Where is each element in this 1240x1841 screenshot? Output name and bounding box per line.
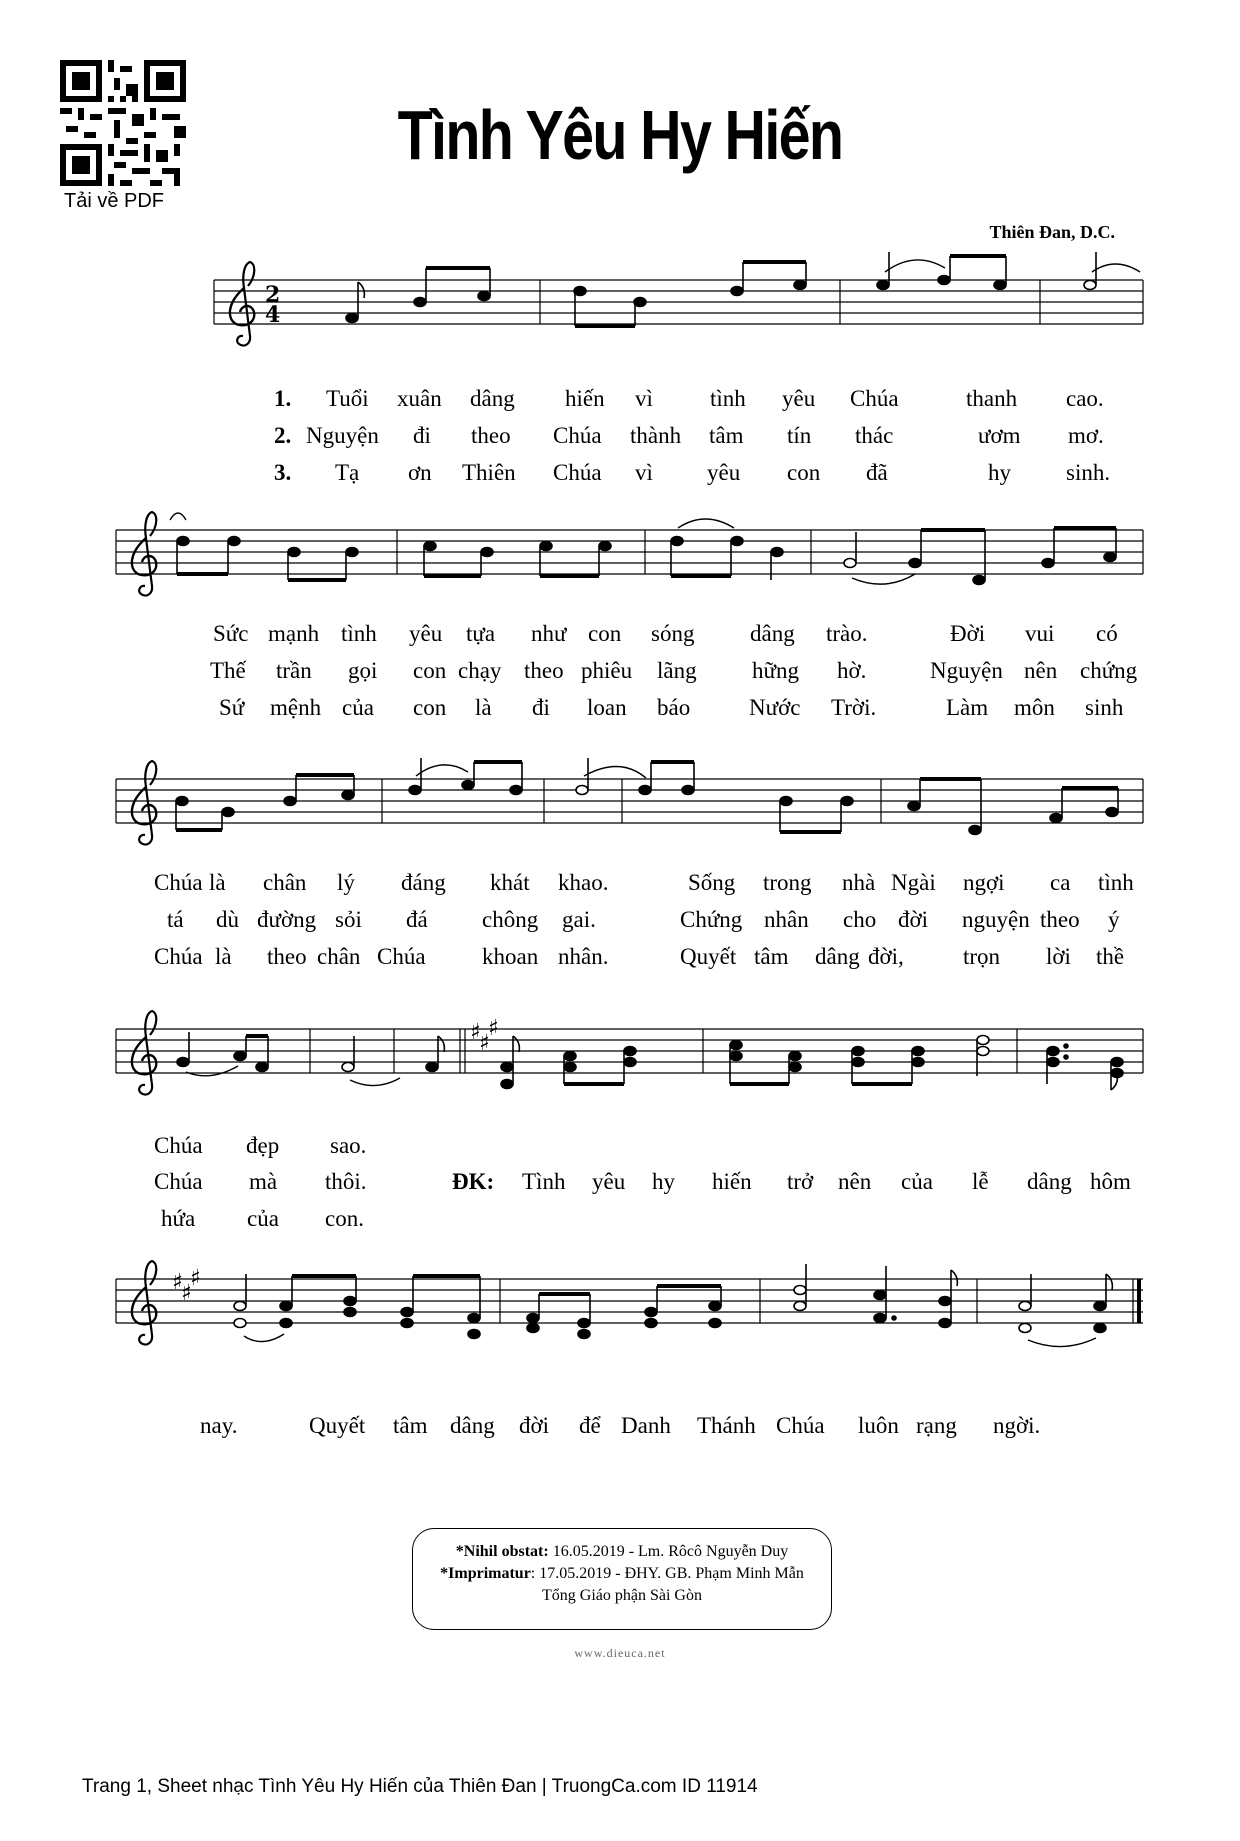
lyric-syllable: thôi. <box>325 1169 367 1194</box>
lyric-syllable: đã <box>866 460 888 485</box>
lyric-syllable: khao. <box>558 870 609 895</box>
lyric-syllable: Chúa <box>154 1133 203 1158</box>
lyrics-s1-verse2 <box>0 423 1240 453</box>
imprimatur-line <box>413 1563 831 1585</box>
lyric-syllable: vì <box>635 386 653 411</box>
lyric-syllable: Tình <box>522 1169 566 1194</box>
lyric-syllable: tín <box>787 423 812 448</box>
lyric-syllable: dâng <box>450 1413 495 1438</box>
lyric-syllable: đi <box>413 423 431 448</box>
lyric-syllable: sóng <box>651 621 695 646</box>
treble-clef <box>132 1261 156 1345</box>
website-link[interactable]: www.dieuca.net <box>574 1646 666 1660</box>
lyric-syllable: hy <box>988 460 1011 485</box>
lyric-syllable: tựa <box>466 621 496 646</box>
lyric-syllable: Thiên <box>462 460 516 485</box>
lyric-syllable: hứa <box>161 1206 196 1231</box>
lyric-syllable: tâm <box>709 423 744 448</box>
lyric-syllable: sao. <box>330 1133 367 1158</box>
notes-system-4 <box>177 1032 1123 1090</box>
lyric-syllable: đời <box>898 907 929 932</box>
lyric-syllable: Chúa <box>154 1169 203 1194</box>
lyric-syllable: sinh. <box>1066 460 1111 485</box>
lyric-syllable: xuân <box>397 386 442 411</box>
lyric-syllable: trào. <box>826 621 868 646</box>
lyric-syllable: Sống <box>688 870 736 895</box>
lyric-syllable: phiêu <box>581 658 633 683</box>
treble-clef <box>132 761 156 845</box>
imprimatur-text: : 17.05.2019 - ĐHY. GB. Phạm Minh Mẫn <box>530 1565 804 1582</box>
lyric-syllable: Nguyện <box>930 658 1003 683</box>
treble-clef <box>132 1011 156 1095</box>
lyric-syllable: sỏi <box>335 907 362 932</box>
imprimatur-box <box>412 1528 832 1630</box>
lyric-syllable: Đời <box>950 621 986 646</box>
lyric-syllable: nguyện <box>962 907 1030 932</box>
nihil-obstat-text: 16.05.2019 - Lm. Rôcô Nguyễn Duy <box>548 1543 789 1560</box>
lyric-syllable: đẹp <box>246 1133 280 1158</box>
lyric-syllable: loan <box>587 695 627 720</box>
lyric-syllable: Thánh <box>697 1413 756 1438</box>
lyric-syllable: khát <box>490 870 530 895</box>
lyric-syllable: tình <box>710 386 746 411</box>
lyric-syllable: mạnh <box>268 621 320 646</box>
lyric-syllable: Danh <box>621 1413 671 1438</box>
lyrics-s2-verse3 <box>0 695 1240 725</box>
lyric-syllable: mà <box>249 1169 278 1194</box>
lyric-syllable: Tuổi <box>326 386 369 411</box>
lyrics-s2-verse1 <box>0 621 1240 651</box>
staff-system-5 <box>116 1279 1143 1323</box>
lyric-syllable: theo <box>524 658 564 683</box>
lyric-syllable: dâng <box>470 386 515 411</box>
lyric-syllable: ca <box>1050 870 1071 895</box>
lyrics-s4-verse3 <box>0 1206 1240 1236</box>
lyric-syllable: tâm <box>754 944 789 969</box>
lyric-syllable: như <box>531 621 567 646</box>
lyric-syllable: Sức <box>213 621 249 646</box>
key-signature-sharps <box>470 1016 499 1056</box>
lyric-syllable: hiến <box>565 386 605 411</box>
lyrics-s1-verse3 <box>0 460 1240 490</box>
lyric-syllable: cho <box>843 907 877 932</box>
lyric-syllable: con <box>787 460 821 485</box>
lyric-syllable: yêu <box>782 386 816 411</box>
key-signature-sharps <box>172 1266 201 1306</box>
nihil-obstat-line <box>413 1541 831 1563</box>
lyric-syllable: ý <box>1108 907 1120 932</box>
lyric-syllable: Chúa <box>154 870 203 895</box>
lyric-syllable: của <box>247 1206 279 1231</box>
lyric-syllable: hờ. <box>837 658 867 683</box>
lyric-syllable: nhà <box>842 870 876 895</box>
lyric-syllable: gai. <box>562 907 596 932</box>
lyrics-s4-verse2 <box>0 1169 1240 1199</box>
lyric-syllable: Chứng <box>680 907 743 932</box>
lyric-syllable: Làm <box>946 695 989 720</box>
lyric-syllable: nhân. <box>558 944 609 969</box>
lyric-syllable: yêu <box>592 1169 626 1194</box>
lyric-syllable: hững <box>752 658 799 683</box>
lyric-syllable: rạng <box>916 1413 957 1438</box>
lyric-syllable: Trời. <box>831 695 877 720</box>
archdiocese-line: Tổng Giáo phận Sài Gòn <box>542 1587 702 1604</box>
lyric-syllable: tâm <box>393 1413 428 1438</box>
page-footer: Trang 1, Sheet nhạc Tình Yêu Hy Hiến của Thiên Đan | TruongCa.com ID 11914 <box>82 1776 758 1797</box>
lyric-syllable: ươm <box>978 423 1021 448</box>
lyric-syllable: là <box>215 944 232 969</box>
lyric-syllable: nay. <box>200 1413 238 1438</box>
lyric-syllable: Chúa <box>776 1413 825 1438</box>
notes-system-1 <box>346 252 1140 326</box>
lyric-syllable: ơn <box>408 460 432 485</box>
lyric-syllable: Chúa <box>850 386 899 411</box>
lyric-syllable: gọi <box>348 658 378 683</box>
lyrics-s1-verse1 <box>0 386 1240 416</box>
lyric-syllable: Sứ <box>219 695 245 720</box>
lyric-syllable: chân <box>263 870 307 895</box>
lyric-syllable: hy <box>652 1169 675 1194</box>
lyric-syllable: thanh <box>966 386 1018 411</box>
lyric-syllable: mơ. <box>1068 423 1104 448</box>
verse-number: 2. <box>274 423 292 448</box>
lyric-syllable: theo <box>267 944 307 969</box>
lyric-syllable: của <box>901 1169 933 1194</box>
lyric-syllable: môn <box>1014 695 1055 720</box>
lyric-syllable: chân <box>317 944 361 969</box>
treble-clef <box>132 512 156 596</box>
lyric-syllable: ngời. <box>993 1413 1041 1438</box>
lyric-syllable: Nguyện <box>306 423 379 448</box>
lyric-syllable: cao. <box>1066 386 1104 411</box>
treble-clef <box>230 262 254 346</box>
lyric-syllable: đá <box>406 907 428 932</box>
lyric-syllable: vì <box>635 460 653 485</box>
imprimatur-label: *Imprimatur <box>440 1565 531 1582</box>
lyric-syllable: tá <box>167 907 184 932</box>
lyric-syllable: đời <box>519 1413 550 1438</box>
lyric-syllable: Quyết <box>309 1413 366 1438</box>
lyric-syllable: thành <box>630 423 682 448</box>
lyrics-s3-verse1 <box>0 870 1240 900</box>
lyric-syllable: chông <box>482 907 539 932</box>
lyric-syllable: ngợi <box>963 870 1005 895</box>
lyric-syllable: lý <box>337 870 355 895</box>
refrain-label: ĐK: <box>452 1169 495 1194</box>
lyric-syllable: khoan <box>482 944 539 969</box>
lyric-syllable: con. <box>325 1206 364 1231</box>
lyric-syllable: Nước <box>749 695 801 720</box>
lyric-syllable: Thế <box>210 658 246 683</box>
qr-caption[interactable]: Tải về PDF <box>64 190 165 212</box>
lyric-syllable: tình <box>341 621 377 646</box>
lyric-syllable: trở <box>787 1169 814 1194</box>
staff-system-2 <box>116 530 1143 574</box>
composer: Thiên Đan, D.C. <box>989 222 1115 242</box>
lyric-syllable: dù <box>216 907 239 932</box>
lyric-syllable: yêu <box>409 621 443 646</box>
lyric-syllable: có <box>1096 621 1118 646</box>
lyric-syllable: lời <box>1046 944 1071 969</box>
lyric-syllable: luôn <box>858 1413 899 1438</box>
lyric-syllable: Chúa <box>553 423 602 448</box>
lyric-syllable: lễ <box>972 1169 989 1194</box>
lyric-syllable: Tạ <box>335 460 360 485</box>
lyrics-s4-verse1 <box>0 1133 1240 1163</box>
lyric-syllable: hiến <box>712 1169 752 1194</box>
lyric-syllable: để <box>579 1413 601 1438</box>
lyric-syllable: yêu <box>707 460 741 485</box>
lyric-syllable: Quyết <box>680 944 737 969</box>
time-signature-bottom: 4 <box>265 302 281 328</box>
lyric-syllable: con <box>413 658 447 683</box>
lyric-syllable: là <box>209 870 226 895</box>
lyric-syllable: dâng <box>1027 1169 1072 1194</box>
lyric-syllable: báo <box>657 695 691 720</box>
lyrics-s5-verse1 <box>0 1413 1240 1443</box>
lyric-syllable: nên <box>1024 658 1058 683</box>
lyric-syllable: dâng <box>815 944 860 969</box>
lyric-syllable: của <box>342 695 374 720</box>
lyric-syllable: theo <box>471 423 511 448</box>
lyric-syllable: hôm <box>1090 1169 1131 1194</box>
lyric-syllable: mệnh <box>270 695 322 720</box>
lyric-syllable: là <box>475 695 492 720</box>
lyric-syllable: lãng <box>657 658 697 683</box>
lyric-syllable: theo <box>1040 907 1080 932</box>
lyric-syllable: Chúa <box>553 460 602 485</box>
lyrics-s3-verse2 <box>0 907 1240 937</box>
lyric-syllable: đáng <box>401 870 446 895</box>
lyric-syllable: Ngài <box>891 870 936 895</box>
lyric-syllable: trần <box>276 658 312 683</box>
lyric-syllable: đi <box>532 695 550 720</box>
lyric-syllable: đường <box>257 907 317 932</box>
lyric-syllable: con <box>588 621 622 646</box>
lyric-syllable: vui <box>1025 621 1055 646</box>
lyric-syllable: chạy <box>458 658 502 683</box>
lyric-syllable: Chúa <box>377 944 426 969</box>
time-signature-top: 2 <box>265 282 281 308</box>
lyric-syllable: con <box>413 695 447 720</box>
lyric-syllable: nên <box>838 1169 872 1194</box>
lyrics-s2-verse2 <box>0 658 1240 688</box>
lyric-syllable: đời, <box>868 944 904 969</box>
notes-system-5 <box>234 1264 1112 1347</box>
lyric-syllable: sinh <box>1085 695 1124 720</box>
lyric-syllable: tình <box>1098 870 1134 895</box>
staff-system-3 <box>116 779 1143 823</box>
lyrics-s3-verse3 <box>0 944 1240 974</box>
lyric-syllable: dâng <box>750 621 795 646</box>
verse-number: 3. <box>274 460 292 485</box>
lyric-syllable: thề <box>1096 944 1125 969</box>
lyric-syllable: chứng <box>1080 658 1138 683</box>
lyric-syllable: Chúa <box>154 944 203 969</box>
song-title: Tình Yêu Hy Hiến <box>397 96 843 174</box>
lyric-syllable: trong <box>763 870 812 895</box>
lyric-syllable: thác <box>855 423 894 448</box>
verse-number: 1. <box>274 386 292 411</box>
nihil-obstat-label: *Nihil obstat: <box>455 1543 549 1560</box>
lyric-syllable: nhân <box>764 907 809 932</box>
lyric-syllable: trọn <box>963 944 1001 969</box>
